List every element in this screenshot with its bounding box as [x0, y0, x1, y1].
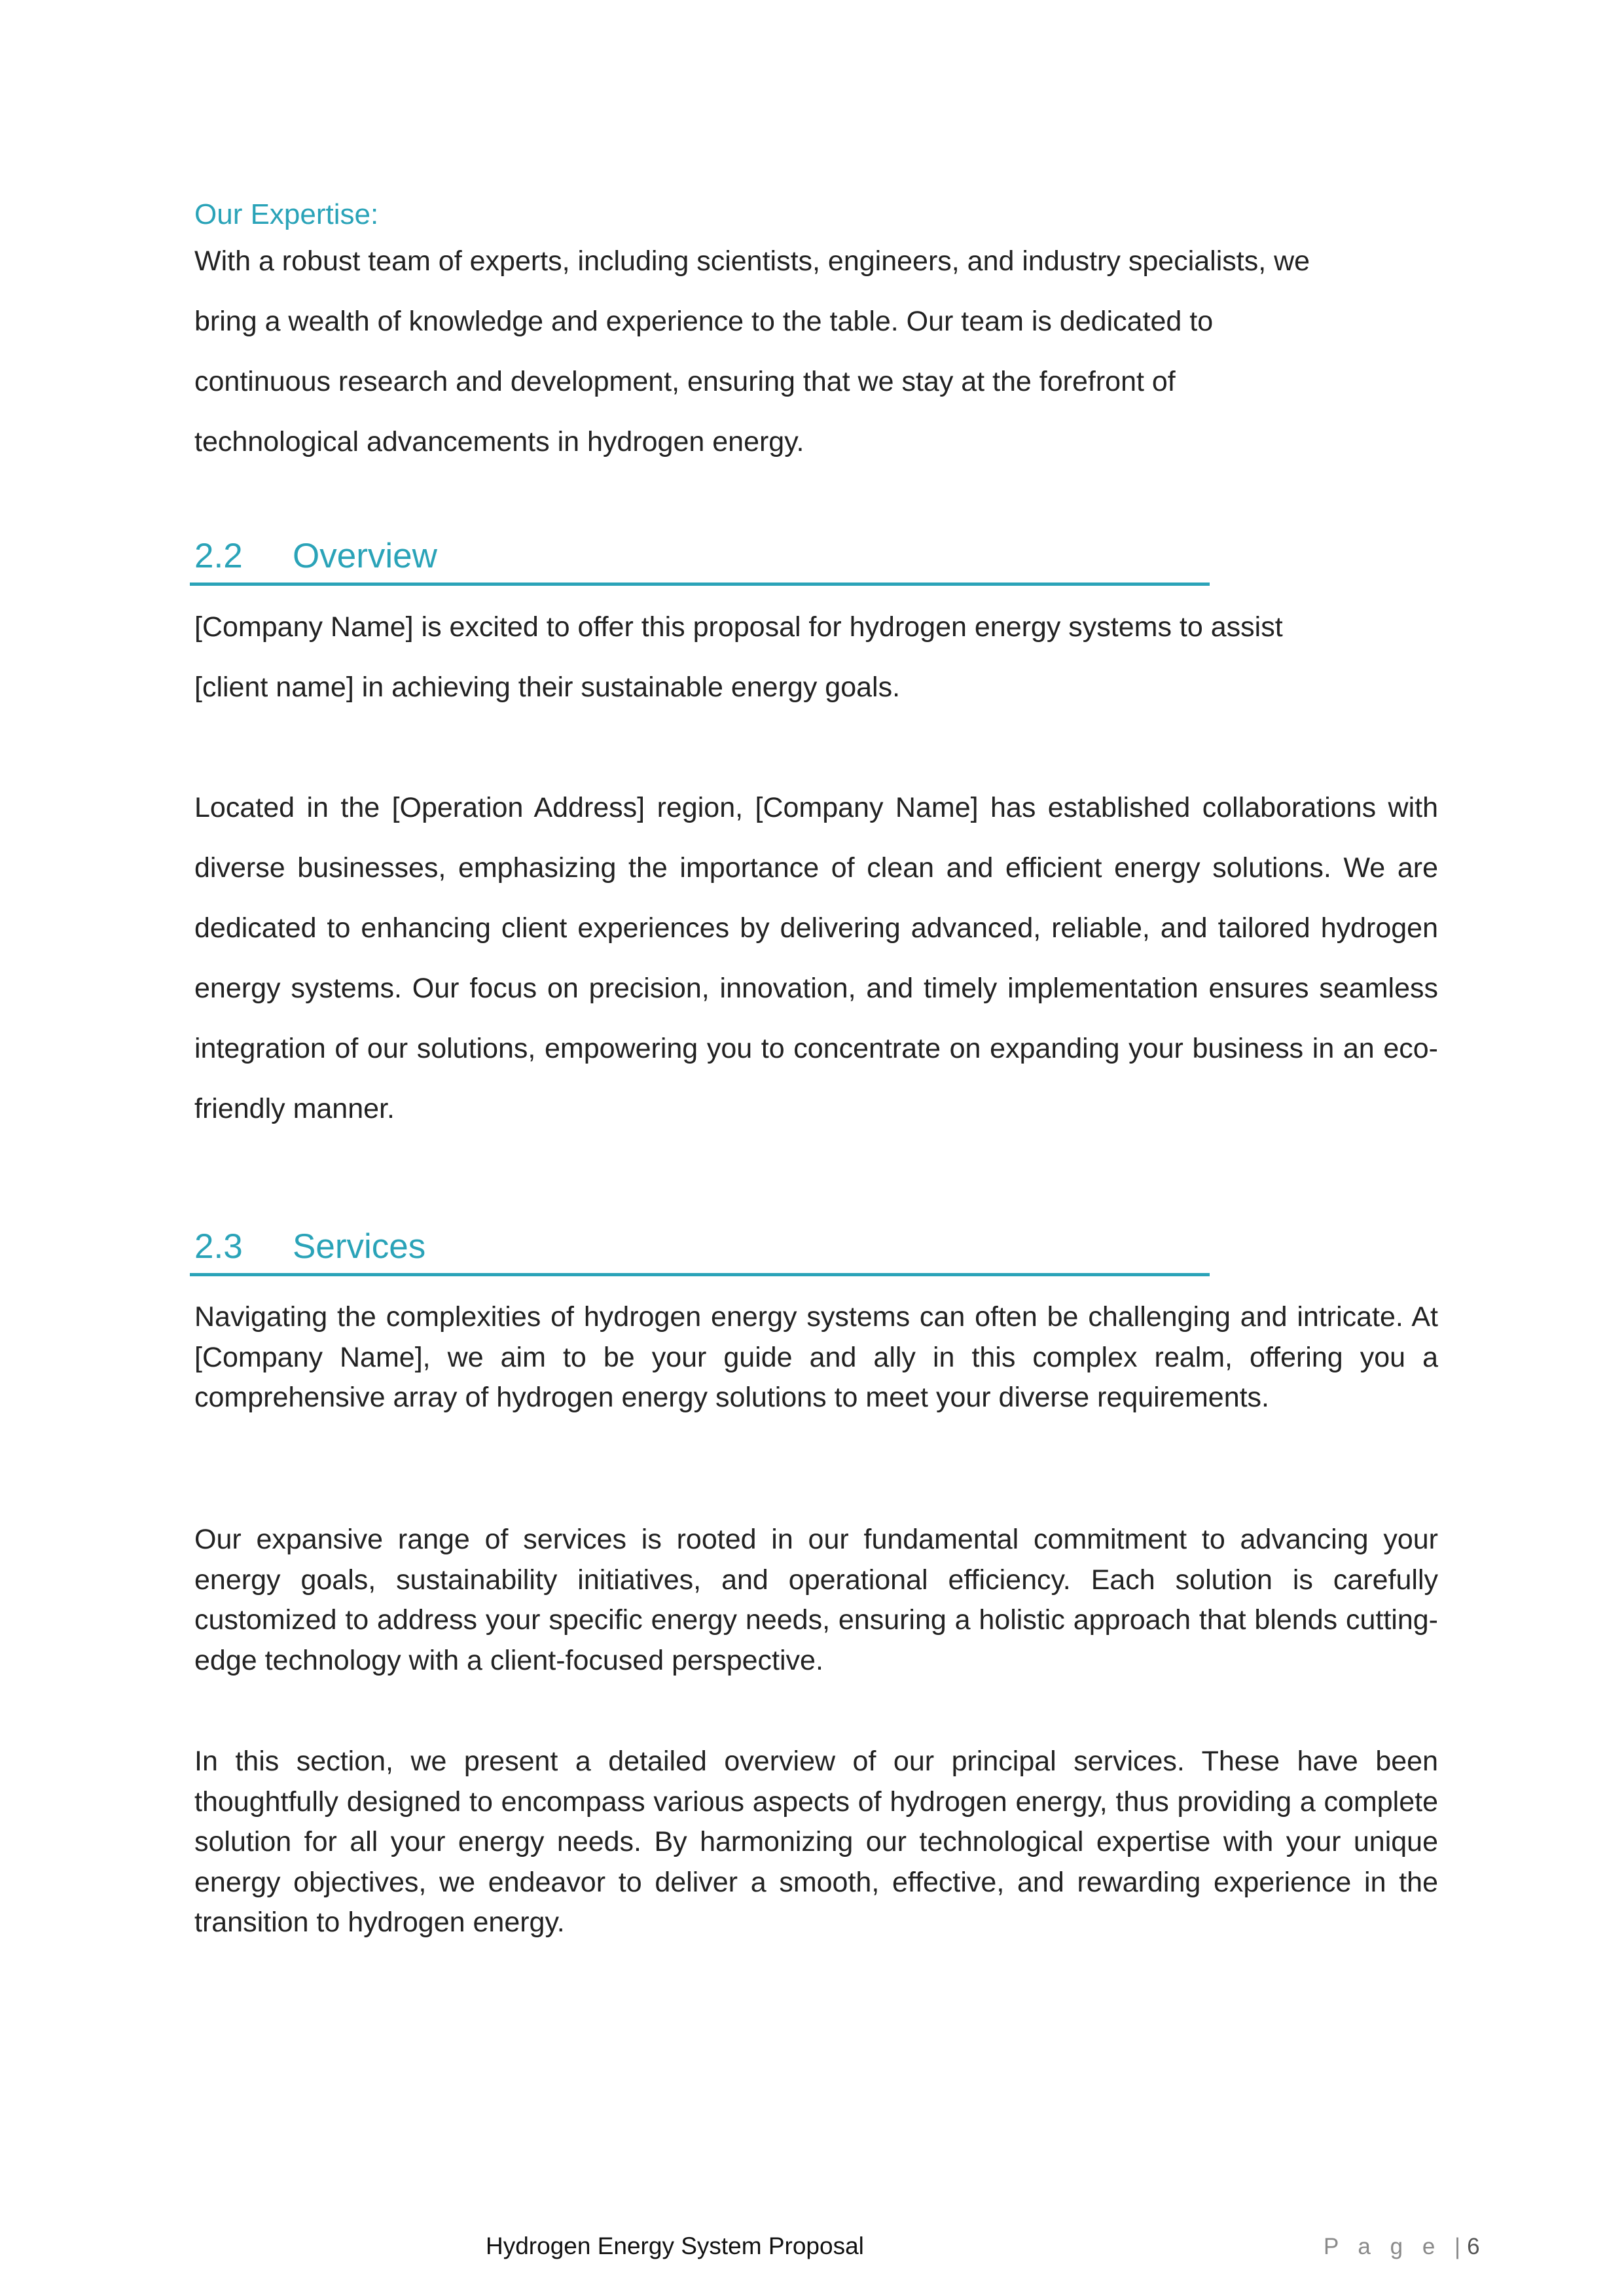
- services-paragraph-1: Navigating the complexities of hydrogen energy systems can often be challenging and intricate. At [Company Name], we aim to be your guide and ally in this complex realm, offering you a comprehensive array of hydrogen energy solutions to meet your diverse requirements.: [194, 1301, 1438, 1413]
- services-paragraph-2: Our expansive range of services is rooted in our fundamental commitment to advancing your energy goals, sustainability initiatives, and operational efficiency. Each solution is carefully customized to address your specific energy needs, ensuring a holistic approach that blends cutting-edge technology with a client-focused perspective.: [194, 1524, 1438, 1676]
- overview-intro-paragraph: [194, 597, 1438, 717]
- expertise-paragraph: [194, 231, 1438, 472]
- overview-body-paragraph: Located in the [Operation Address] region, [Company Name] has established collaborations with diverse businesses, emphasizing the importance of clean and efficient energy solutions. We are dedicated to enhancing client experiences by delivering advanced, reliable, and tailored hydrogen energy systems. Our focus on precision, innovation, and timely implementation ensures seamless integration of our solutions, empowering you to concentrate on expanding your business in an eco-friendly manner.: [194, 792, 1438, 1124]
- page-number: 6: [1467, 2234, 1480, 2259]
- services-heading-number: 2.3: [194, 1227, 243, 1266]
- overview-heading-number: 2.2: [194, 537, 243, 575]
- expertise-line: continuous research and development, ensuring that we stay at the forefront of: [194, 366, 1176, 397]
- expertise-line: With a robust team of experts, including scientists, engineers, and industry specialists, we: [194, 245, 1310, 277]
- expertise-line: technological advancements in hydrogen energy.: [194, 426, 804, 457]
- overview-intro-line: [Company Name] is excited to offer this proposal for hydrogen energy systems to assist: [194, 611, 1283, 643]
- overview-heading-rule: [190, 583, 1210, 586]
- services-heading: [194, 1226, 425, 1268]
- services-paragraph-3: In this section, we present a detailed overview of our principal services. These have been thoughtfully designed to encompass various aspects of hydrogen energy, thus providing a complete solution for all your energy needs. By harmonizing our technological expertise with your unique energy objectives, we endeavor to deliver a smooth, effective, and rewarding experience in the transition to hydrogen energy.: [194, 1746, 1438, 1938]
- page-separator: |: [1454, 2234, 1468, 2259]
- footer-document-title: Hydrogen Energy System Proposal: [486, 2233, 864, 2259]
- expertise-label: Our Expertise:: [194, 198, 379, 230]
- overview-intro-line: [client name] in achieving their sustainable energy goals.: [194, 672, 901, 703]
- overview-heading: [194, 535, 437, 577]
- services-heading-title: Services: [293, 1227, 426, 1266]
- expertise-line: bring a wealth of knowledge and experience to the table. Our team is dedicated to: [194, 306, 1214, 337]
- overview-heading-title: Overview: [293, 537, 437, 575]
- services-heading-rule: [190, 1273, 1210, 1276]
- page-label: P a g e: [1324, 2234, 1442, 2259]
- footer-page-number: [1324, 2233, 1480, 2261]
